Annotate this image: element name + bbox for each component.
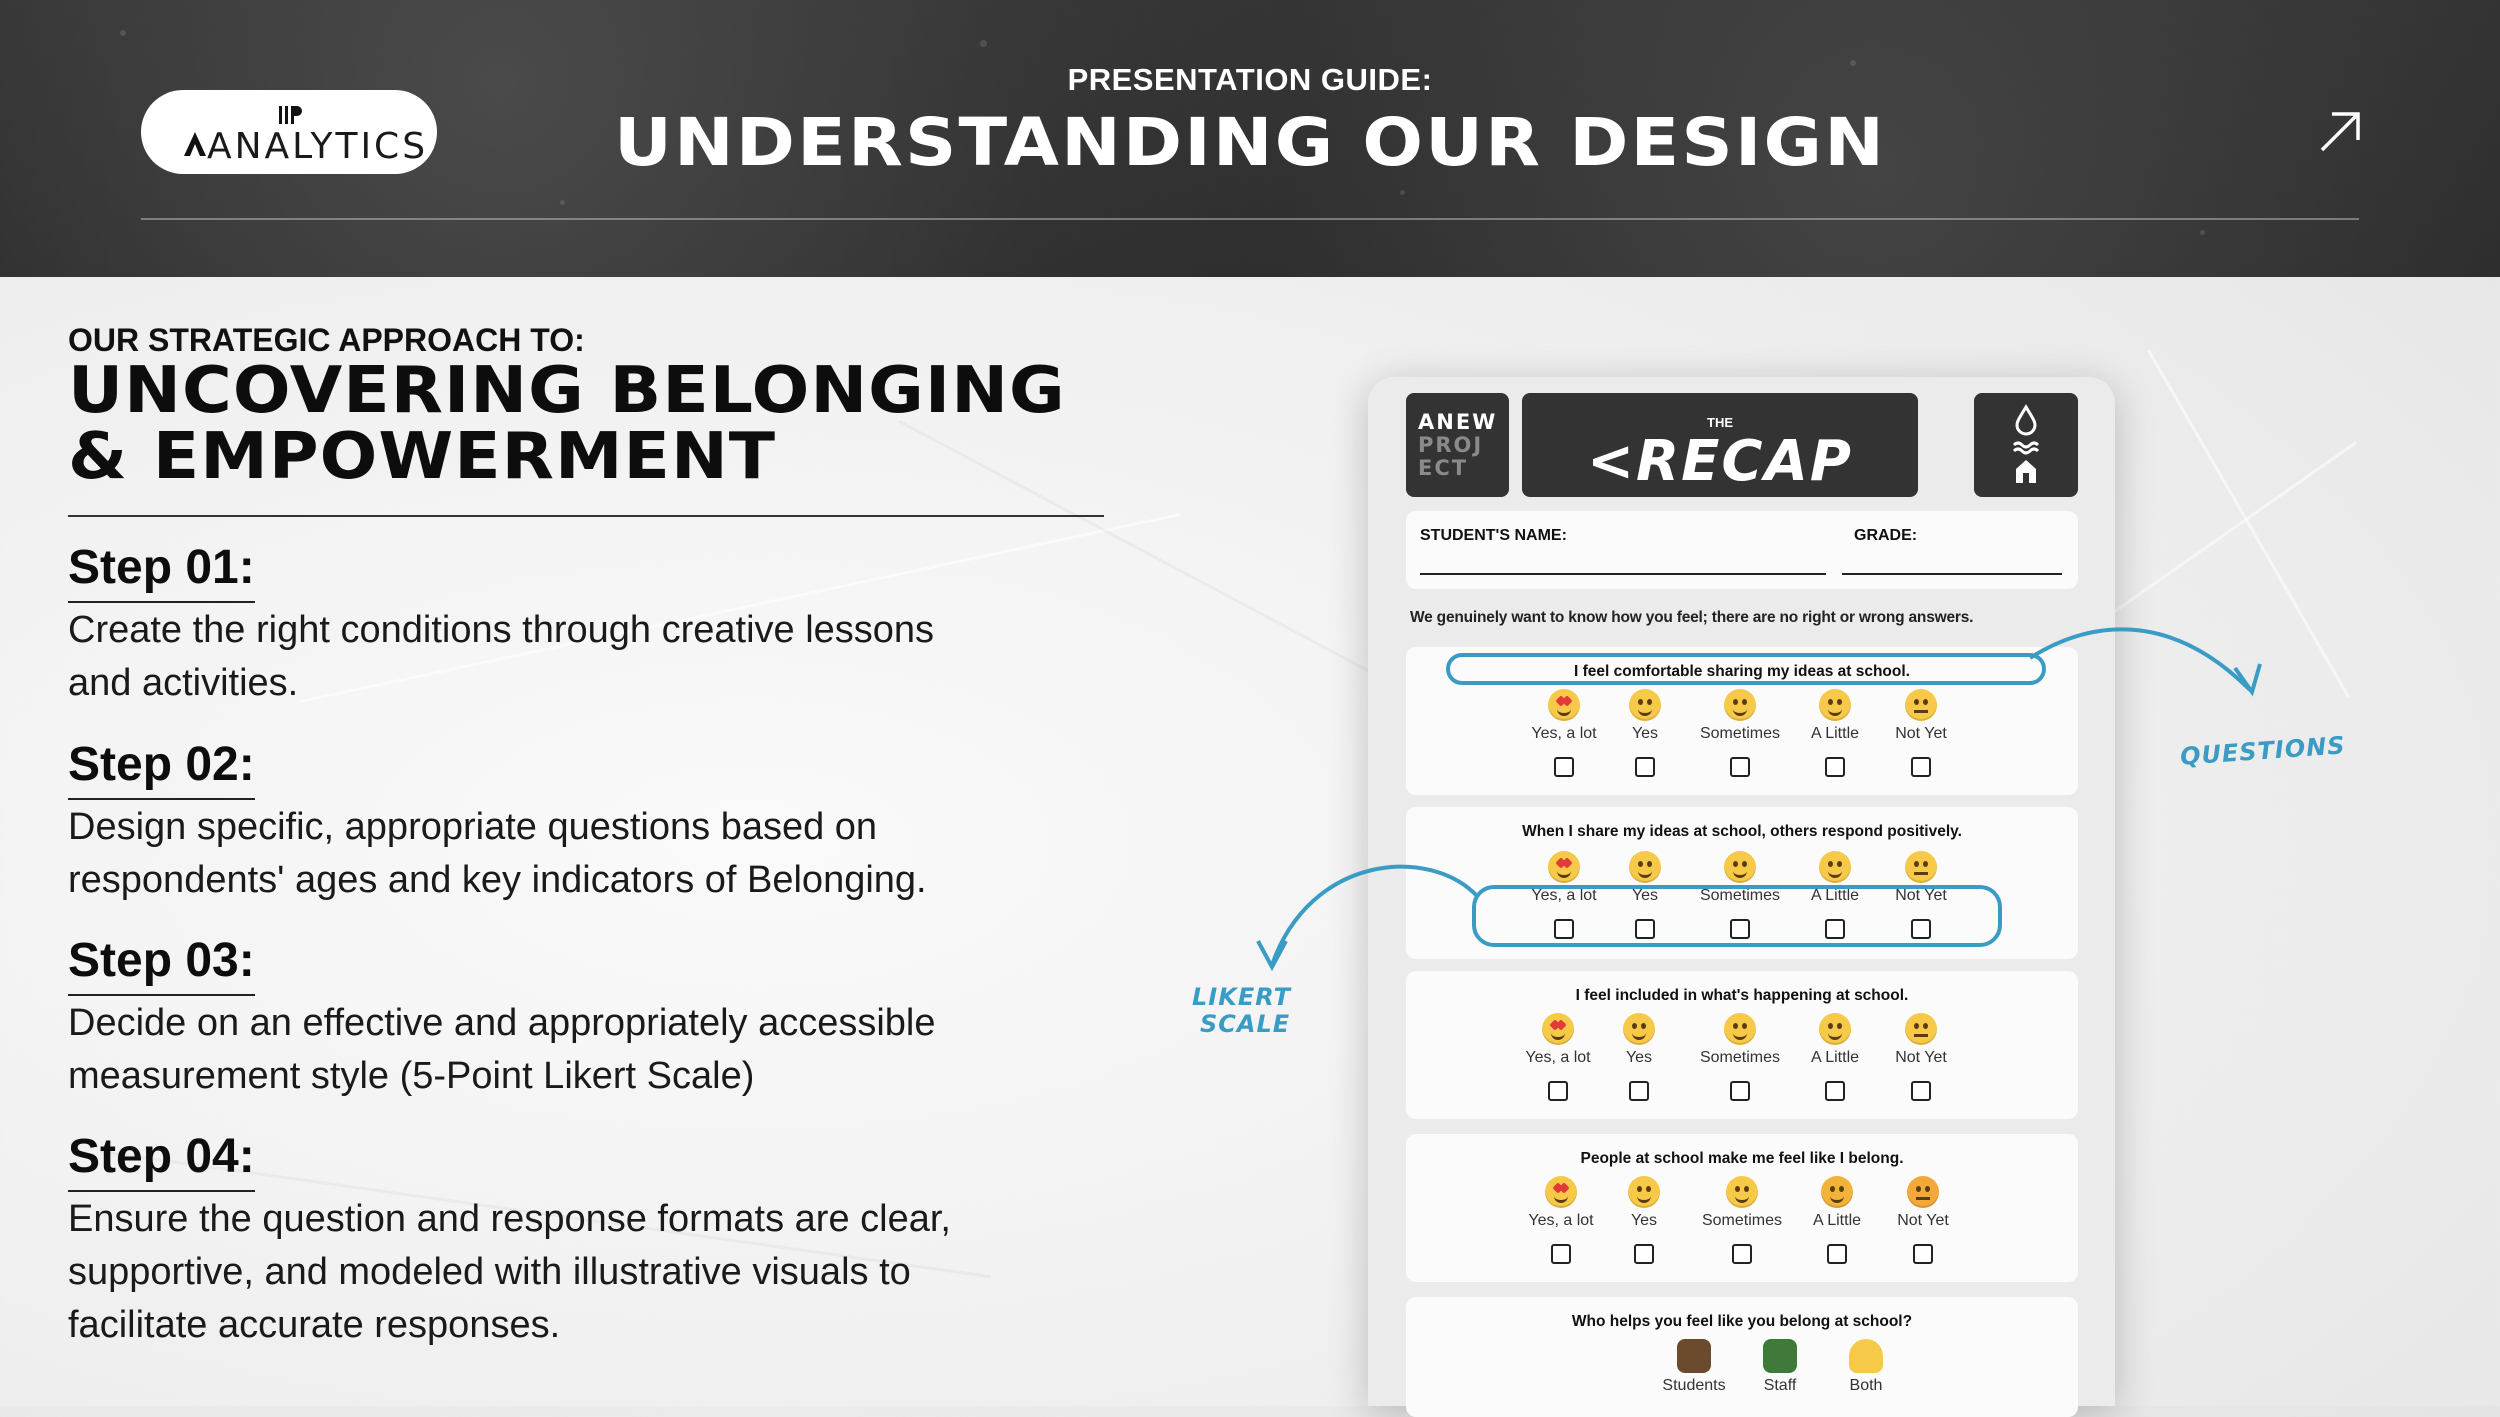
recap-small-text: THE	[1707, 415, 1733, 430]
option-staff[interactable]	[1730, 1339, 1830, 1395]
section-title	[68, 354, 1066, 494]
option-label: Not Yet	[1897, 1212, 1949, 1229]
option-label: A Little	[1810, 1049, 1860, 1066]
option-label: Yes, a lot	[1531, 725, 1597, 742]
step-01-body-line: Create the right conditions through creative lessons	[68, 609, 935, 651]
logo-text: ANALYTICS	[207, 126, 429, 167]
option-label: Sometimes	[1699, 887, 1781, 904]
option-students[interactable]	[1644, 1339, 1744, 1395]
step-04-body-line: Ensure the question and response formats are clear,	[68, 1198, 951, 1240]
likert-highlight	[1472, 885, 2002, 947]
neutral-emoji-icon	[1905, 1013, 1937, 1045]
option-a-little	[1785, 689, 1885, 777]
option-label: Both	[1849, 1377, 1883, 1394]
grin-emoji-icon	[1628, 1176, 1660, 1208]
question-card-3	[1406, 971, 2078, 1119]
grin-emoji-icon	[1629, 689, 1661, 721]
checkbox[interactable]	[1911, 1081, 1931, 1101]
recap-logo	[1522, 393, 1918, 497]
relieved-emoji-icon	[1724, 689, 1756, 721]
step-02-body-line: respondents' ages and key indicators of Belonging.	[68, 859, 927, 901]
option-label: Students	[1662, 1377, 1726, 1394]
checkbox[interactable]	[1825, 757, 1845, 777]
option-label: Yes, a lot	[1531, 887, 1597, 904]
questions-annotation: QUESTIONS	[2179, 731, 2347, 771]
option-sometimes	[1690, 1013, 1790, 1101]
option-label: A Little	[1810, 725, 1860, 742]
checkbox[interactable]	[1554, 757, 1574, 777]
option-label: Yes	[1625, 1049, 1653, 1066]
anew-line: PROJ	[1418, 433, 1484, 457]
heart-hands-icon	[1849, 1339, 1883, 1373]
option-yes	[1589, 1013, 1689, 1101]
section-title-line1: UNCOVERING BELONGING	[68, 354, 1066, 428]
neutral-emoji-icon	[1907, 1176, 1939, 1208]
step-03-body	[68, 997, 1068, 1103]
star-eyes-emoji-icon	[1545, 1176, 1577, 1208]
anew-line: ECT	[1418, 456, 1469, 480]
header-divider	[141, 218, 2359, 220]
anew-project-logo	[1406, 393, 1509, 497]
checkbox[interactable]	[1548, 1081, 1568, 1101]
anew-line: ANEW	[1418, 410, 1498, 434]
star-eyes-emoji-icon	[1542, 1013, 1574, 1045]
option-sometimes	[1692, 1176, 1792, 1264]
likert-scale-annotation	[1192, 984, 1291, 1038]
option-yes	[1595, 689, 1695, 777]
option-not-yet	[1871, 689, 1971, 777]
option-label: A Little	[1812, 1212, 1862, 1229]
step-04-body-line: facilitate accurate responses.	[68, 1304, 561, 1346]
checkbox[interactable]	[1634, 1244, 1654, 1264]
question-text: When I share my ideas at school, others respond positively.	[1522, 823, 1962, 840]
option-both[interactable]	[1816, 1339, 1916, 1395]
neutral-emoji-icon	[1905, 689, 1937, 721]
option-label: Yes, a lot	[1528, 1212, 1594, 1229]
section-divider	[68, 515, 1104, 517]
header-kicker: PRESENTATION GUIDE:	[1067, 62, 1433, 97]
student-info-box	[1406, 511, 2078, 589]
option-yes	[1594, 1176, 1694, 1264]
survey-intro: We genuinely want to know how you feel; there are no right or wrong answers.	[1410, 609, 1974, 626]
grin-emoji-icon	[1623, 1013, 1655, 1045]
checkbox[interactable]	[1913, 1244, 1933, 1264]
section-kicker: OUR STRATEGIC APPROACH TO:	[68, 322, 585, 358]
checkbox[interactable]	[1551, 1244, 1571, 1264]
option-label: Not Yet	[1895, 887, 1947, 904]
option-not-yet	[1873, 1176, 1973, 1264]
option-a-little	[1785, 1013, 1885, 1101]
section-title-line2: & EMPOWERMENT	[68, 420, 777, 494]
smile-emoji-icon	[1821, 1176, 1853, 1208]
step-03-title: Step 03:	[68, 933, 255, 996]
step-04-title: Step 04:	[68, 1129, 255, 1192]
option-label: Not Yet	[1895, 1049, 1947, 1066]
checkbox[interactable]	[1730, 1081, 1750, 1101]
smile-emoji-icon	[1819, 1013, 1851, 1045]
step-02-title: Step 02:	[68, 737, 255, 800]
question-text: I feel comfortable sharing my ideas at school.	[1574, 663, 1910, 680]
likert-annotation-line: SCALE	[1200, 1010, 1291, 1038]
option-label: Sometimes	[1701, 1212, 1783, 1229]
checkbox[interactable]	[1911, 757, 1931, 777]
question-text: Who helps you feel like you belong at school?	[1571, 1313, 1913, 1330]
checkbox[interactable]	[1635, 757, 1655, 777]
star-eyes-emoji-icon	[1548, 689, 1580, 721]
relieved-emoji-icon	[1726, 1176, 1758, 1208]
option-label: Staff	[1763, 1377, 1797, 1394]
icon-stack	[1974, 393, 2078, 497]
question-card-4	[1406, 1134, 2078, 1282]
neutral-emoji-icon	[1905, 851, 1937, 883]
checkbox[interactable]	[1827, 1244, 1847, 1264]
option-not-yet	[1871, 1013, 1971, 1101]
option-label: Sometimes	[1699, 1049, 1781, 1066]
teacher-icon	[1763, 1339, 1797, 1373]
questions-arrow-icon	[2030, 620, 2270, 740]
smile-emoji-icon	[1819, 689, 1851, 721]
step-04-body-line: supportive, and modeled with illustrative visuals to	[68, 1251, 911, 1293]
step-04-body	[68, 1193, 1068, 1352]
question-highlight	[1446, 653, 2046, 685]
student-name-label: STUDENT'S NAME:	[1420, 527, 1567, 544]
step-01-body-line: and activities.	[68, 662, 299, 704]
page-title: UNDERSTANDING OUR DESIGN	[613, 104, 1887, 181]
relieved-emoji-icon	[1724, 851, 1756, 883]
option-sometimes	[1690, 689, 1790, 777]
checkbox[interactable]	[1825, 1081, 1845, 1101]
star-eyes-emoji-icon	[1548, 851, 1580, 883]
smile-emoji-icon	[1819, 851, 1851, 883]
option-label: A Little	[1810, 887, 1860, 904]
student-icon	[1677, 1339, 1711, 1373]
step-01-body	[68, 604, 1068, 710]
question-text: People at school make me feel like I belong.	[1580, 1150, 1904, 1167]
option-label: Yes	[1631, 887, 1659, 904]
grin-emoji-icon	[1629, 851, 1661, 883]
header-banner	[0, 0, 2500, 277]
step-03-body-line: measurement style (5-Point Likert Scale)	[68, 1055, 755, 1097]
option-label: Not Yet	[1895, 725, 1947, 742]
option-label: Sometimes	[1699, 725, 1781, 742]
checkbox[interactable]	[1629, 1081, 1649, 1101]
step-02-body	[68, 801, 1068, 907]
likert-annotation-line: LIKERT	[1192, 983, 1291, 1011]
step-01-title: Step 01:	[68, 540, 255, 603]
question-text: I feel included in what's happening at school.	[1575, 987, 1909, 1004]
option-label: Yes, a lot	[1525, 1049, 1591, 1066]
option-label: Yes	[1631, 725, 1659, 742]
grade-field[interactable]	[1842, 573, 2062, 575]
step-02-body-line: Design specific, appropriate questions based on	[68, 806, 878, 848]
checkbox[interactable]	[1730, 757, 1750, 777]
relieved-emoji-icon	[1724, 1013, 1756, 1045]
option-label: Yes	[1630, 1212, 1658, 1229]
checkbox[interactable]	[1732, 1244, 1752, 1264]
arrow-up-right-icon[interactable]	[2316, 108, 2364, 156]
student-name-field[interactable]	[1420, 573, 1826, 575]
step-03-body-line: Decide on an effective and appropriately accessible	[68, 1002, 936, 1044]
drop-wave-house-icon	[1974, 393, 2078, 497]
option-a-little	[1787, 1176, 1887, 1264]
grade-label: GRADE:	[1854, 527, 1918, 544]
recap-word: <RECAP	[1587, 429, 1853, 494]
question-card-5	[1406, 1297, 2078, 1417]
likert-arrow-icon	[1250, 855, 1490, 975]
